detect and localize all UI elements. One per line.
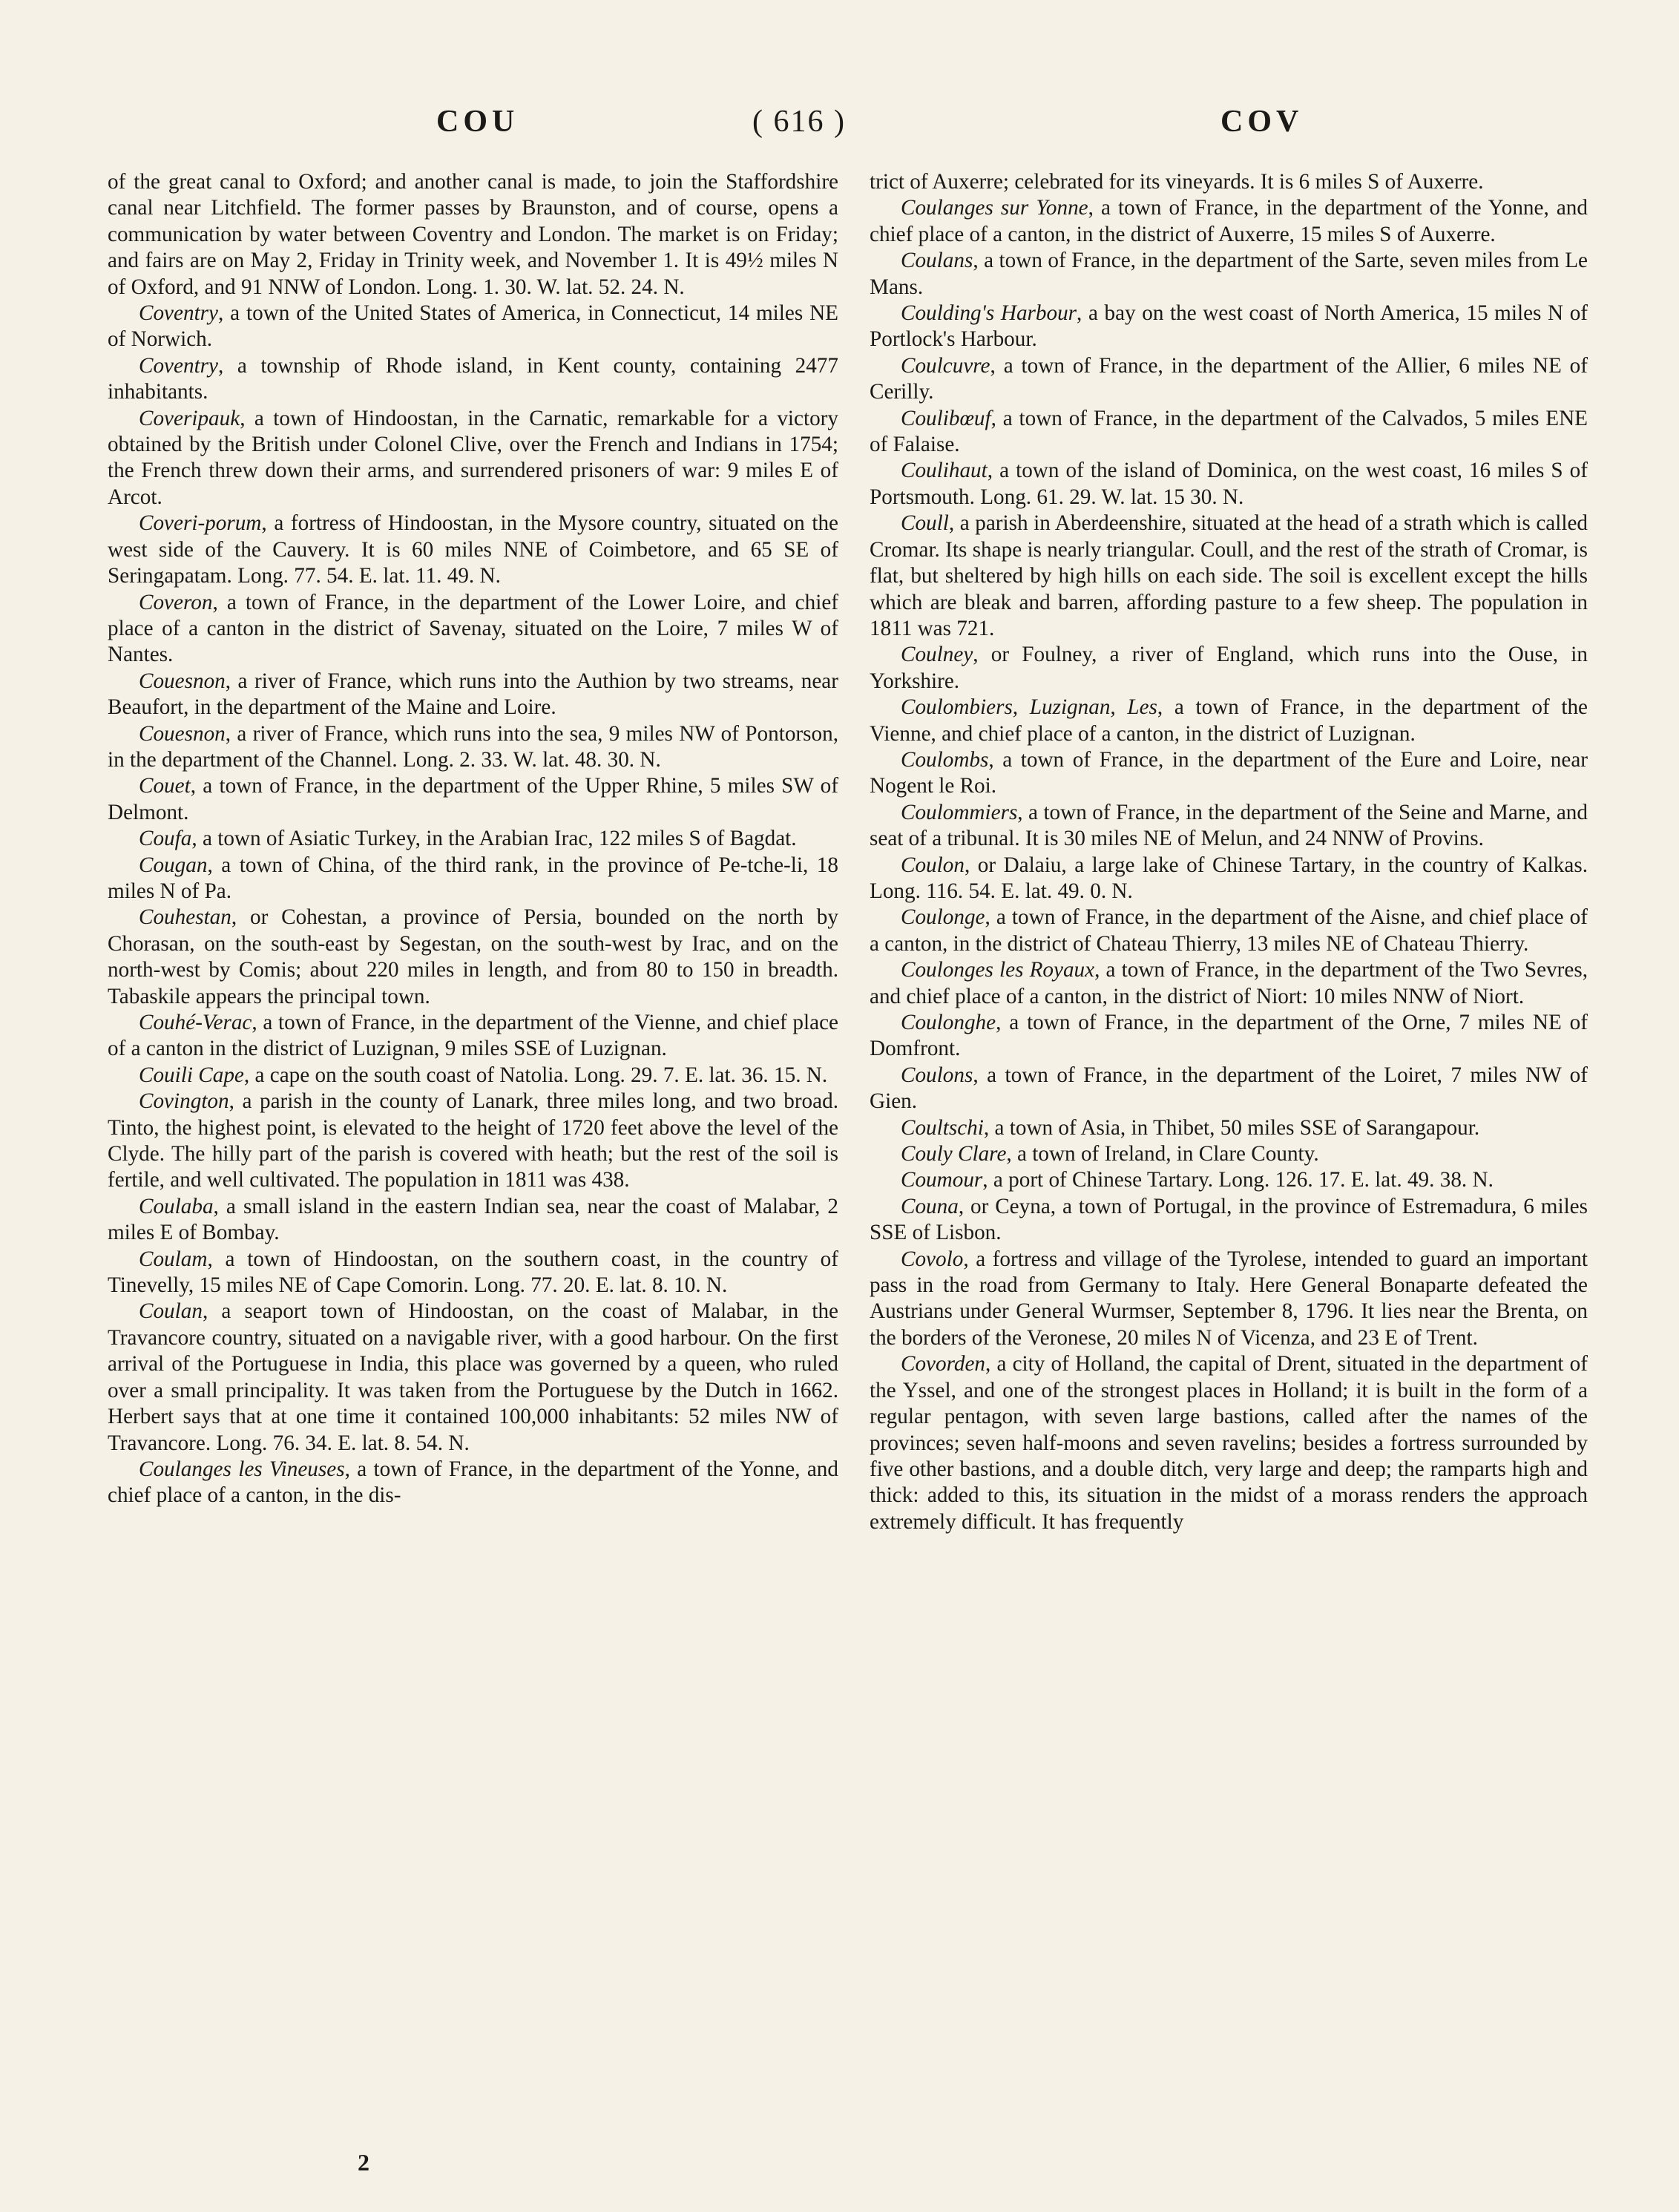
dictionary-entry — [870, 1167, 1588, 1193]
entry-text: , a town of China, of the third rank, in the province of Pe-tche-li, 18 miles N of Pa. — [108, 853, 838, 903]
dictionary-entry — [108, 511, 838, 589]
dictionary-entry — [870, 747, 1588, 800]
dictionary-entry — [108, 301, 838, 353]
dictionary-entry — [870, 406, 1588, 459]
entry-term: Coulon — [901, 853, 965, 877]
entry-text: , a port of Chinese Tartary. Long. 126. 17. E. lat. 49. 38. N. — [982, 1168, 1494, 1192]
signature-mark: 2 — [358, 2149, 369, 2176]
dictionary-entry — [108, 905, 838, 1010]
page-number: ( 616 ) — [752, 105, 846, 139]
entry-term: Couili Cape — [139, 1063, 244, 1087]
entry-term: Coulonge — [901, 905, 985, 930]
entry-term: Coulam — [139, 1247, 208, 1271]
entry-text: , a fortress and village of the Tyrolese, intended to guard an important pass in the road from Germany to Italy. Here General Bonaparte defeated the Austrians under General Wurmser, September 8, 1796. It lies near the Brenta, on the borders of the Veronese, 20 miles N of Vicenza, and 23 E of Trent. — [870, 1247, 1588, 1350]
entry-text: , or Foulney, a river of England, which runs into the Ouse, in Yorkshire. — [870, 643, 1588, 693]
entry-text: , a town of France, in the department of the Yonne, and chief place of a canton, in the district of Auxerre, 15 miles S of Auxerre. — [870, 196, 1588, 246]
entry-term: Coultschi — [901, 1115, 984, 1140]
entry-text: , a town of France, in the department of the Loiret, 7 miles NW of Gien. — [870, 1063, 1588, 1114]
entry-term: Covolo — [901, 1247, 964, 1271]
entry-term: Coulonghe — [901, 1011, 996, 1034]
entry-text: , a town of France, in the department of the Calvados, 5 miles ENE of Falaise. — [870, 406, 1588, 457]
left-column — [108, 169, 838, 1509]
entry-text: , a fortress of Hindoostan, in the Mysore country, situated on the west side of the Cauvery. It is 60 miles NNE of Coimbetore, and 65 SE of Seringapatam. Long. 77. 54. E. lat. 11. 49. N. — [108, 511, 838, 588]
dictionary-entry — [870, 1247, 1588, 1352]
dictionary-entry — [108, 406, 838, 511]
entry-text: , a town of France, in the department of the Two Sevres, and chief place of a canton, in the district of Niort: 10 miles NNW of Niort. — [870, 958, 1588, 1008]
entry-text: , a parish in Aberdeenshire, situated at the head of a strath which is called Cromar. Its shape is nearly triangular. Coull, and the rest of the strath of Cromar, is flat, but sheltered by high hills on each side. The soil is excellent except the hills which are bleak and barren, affording pasture to a few sheep. The population in 1811 was 721. — [870, 511, 1588, 640]
dictionary-entry — [870, 458, 1588, 511]
dictionary-entry — [108, 169, 838, 301]
entry-text: of the great canal to Oxford; and another canal is made, to join the Staffordshire canal near Litchfield. The former passes by Braunston, and of course, opens a communication by water between Coventry and London. The market is on Friday; and fairs are on May 2, Friday in Trinity week, and November 1. It is 49½ miles N of Oxford, and 91 NNW of London. Long. 1. 30. W. lat. 52. 24. N. — [108, 170, 838, 299]
dictionary-entry — [108, 773, 838, 826]
entry-term: Covington — [139, 1089, 229, 1114]
entry-term: Coulons — [901, 1063, 973, 1087]
entry-term: Couesnon — [139, 721, 226, 746]
header-left-catchword: COU — [436, 105, 519, 139]
entry-term: Coulaba — [139, 1194, 214, 1218]
entry-text: , or Cohestan, a province of Persia, bounded on the north by Chorasan, on the south-east by Segestan, on the south-west by Irac, and on the north-west by Comis; about 220 miles in length, and from 80 to 150 in breadth. Tabaskile appears the principal town. — [108, 905, 838, 1008]
entry-term: Couna — [901, 1194, 959, 1218]
dictionary-entry — [870, 195, 1588, 248]
entry-term: Couet — [139, 774, 191, 798]
dictionary-entry — [870, 248, 1588, 301]
entry-text: , a town of the United States of America, in Connecticut, 14 miles NE of Norwich. — [108, 301, 838, 352]
dictionary-entry — [108, 1089, 838, 1194]
entry-term: Coulanges sur Yonne — [901, 196, 1088, 220]
dictionary-entry — [108, 1010, 838, 1063]
entry-text: , a town of France, in the department of the Sarte, seven miles from Le Mans. — [870, 249, 1588, 299]
entry-term: Coulanges les Vineuses — [139, 1457, 345, 1481]
dictionary-entry — [870, 957, 1588, 1010]
entry-text: , a town of France, in the department of the Vienne, and chief place of a canton in the district of Luzignan, 9 miles SSE of Luzignan. — [108, 1011, 838, 1061]
entry-term: Coumour — [901, 1168, 983, 1192]
entry-text: , or Dalaiu, a large lake of Chinese Tartary, in the country of Kalkas. Long. 116. 54. E. lat. 49. 0. N. — [870, 853, 1588, 903]
entry-term: Coulan — [139, 1299, 203, 1324]
entry-text: , a town of France, in the department of the Eure and Loire, near Nogent le Roi. — [870, 747, 1588, 798]
entry-term: Coulihaut — [901, 459, 988, 483]
entry-text: , a town of France, in the department of the Seine and Marne, and seat of a tribunal. It is 30 miles NE of Melun, and 24 NNW of Provins. — [870, 800, 1588, 851]
entry-term: Coulombiers, Luzignan, Les — [901, 695, 1157, 720]
dictionary-entry — [870, 1194, 1588, 1247]
entry-text: , a city of Holland, the capital of Drent, situated in the department of the Yssel, and one of the strongest places in Holland; it is built in the form of a regular pentagon, with seven large bastions, called after the names of the provinces; seven half-moons and seven ravelins; besides a fortress surrounded by five other bastions, and a double ditch, very large and deep; the ramparts high and thick: added to this, its situation in the midst of a morass renders the approach extremely difficult. It has frequently — [870, 1352, 1588, 1534]
entry-term: Cougan — [139, 853, 208, 877]
entry-text: , a river of France, which runs into the Authion by two streams, near Beaufort, in the department of the Maine and Loire. — [108, 669, 838, 720]
entry-text: , a town of France, in the department of the Orne, 7 miles NE of Domfront. — [870, 1011, 1588, 1061]
entry-text: , a town of Asia, in Thibet, 50 miles SSE of Sarangapour. — [983, 1115, 1480, 1140]
header-right-catchword: COV — [1220, 105, 1304, 139]
dictionary-entry — [870, 1351, 1588, 1535]
dictionary-entry — [108, 1299, 838, 1456]
entry-term: Coveri-porum — [139, 511, 262, 536]
entry-text: , a town of France, in the department of the Lower Loire, and chief place of a canton in the district of Savenay, situated on the Loire, 7 miles W of Nantes. — [108, 590, 838, 667]
dictionary-entry — [108, 1247, 838, 1299]
dictionary-entry — [108, 1457, 838, 1509]
dictionary-entry — [870, 169, 1588, 195]
dictionary-entry — [870, 800, 1588, 853]
dictionary-entry — [108, 590, 838, 669]
right-column — [870, 169, 1588, 1535]
entry-term: Couly Clare — [901, 1142, 1007, 1166]
dictionary-entry — [870, 1010, 1588, 1063]
entry-text: , a town of Ireland, in Clare County. — [1006, 1142, 1319, 1166]
entry-term: Coulombs — [901, 747, 989, 772]
entry-text: , a town of Hindoostan, in the Carnatic, remarkable for a victory obtained by the British under Colonel Clive, over the French and Indians in 1754; the French threw down their arms, and surrendered prisoners of war: 9 miles E of Arcot. — [108, 406, 838, 509]
entry-text: , a river of France, which runs into the sea, 9 miles NW of Pontorson, in the department of the Channel. Long. 2. 33. W. lat. 48. 30. N. — [108, 721, 838, 772]
dictionary-entry — [870, 853, 1588, 905]
entry-text: , a town of France, in the department of the Upper Rhine, 5 miles SW of Delmont. — [108, 774, 838, 824]
entry-term: Covorden — [901, 1352, 986, 1376]
entry-term: Coventry — [139, 353, 218, 378]
dictionary-entry — [108, 826, 838, 852]
entry-term: Coulonges les Royaux — [901, 958, 1095, 982]
entry-text: , a town of France, in the department of the Allier, 6 miles NE of Cerilly. — [870, 353, 1588, 404]
entry-text: , a township of Rhode island, in Kent county, containing 2477 inhabitants. — [108, 353, 838, 404]
dictionary-entry — [108, 669, 838, 721]
entry-text: trict of Auxerre; celebrated for its vineyards. It is 6 miles S of Auxerre. — [870, 170, 1484, 194]
entry-term: Couhestan — [139, 905, 231, 930]
entry-term: Coventry — [139, 301, 218, 326]
entry-term: Coulding's Harbour — [901, 301, 1077, 326]
entry-text: , a cape on the south coast of Natolia. Long. 29. 7. E. lat. 36. 15. N. — [243, 1063, 828, 1087]
dictionary-entry — [870, 511, 1588, 642]
entry-term: Coull — [901, 511, 949, 536]
dictionary-entry — [870, 695, 1588, 747]
entry-text: , a town of the island of Dominica, on the west coast, 16 miles S of Portsmouth. Long. 61. 29. W. lat. 15 30. N. — [870, 459, 1588, 509]
entry-text: , a seaport town of Hindoostan, on the coast of Malabar, in the Travancore country, situated on a navigable river, with a good harbour. On the first arrival of the Portuguese in India, this place was governed by a queen, who ruled over a small principality. It was taken from the Portuguese by the Dutch in 1662. Herbert says that at one time it contained 100,000 inhabitants: 52 miles NW of Travancore. Long. 76. 34. E. lat. 8. 54. N. — [108, 1299, 838, 1455]
entry-text: , a bay on the west coast of North America, 15 miles N of Portlock's Harbour. — [870, 301, 1588, 352]
entry-term: Coveripauk — [139, 406, 240, 430]
dictionary-entry — [108, 853, 838, 905]
entry-term: Coulibœuf — [901, 406, 991, 430]
entry-term: Coulans — [901, 249, 973, 273]
entry-text: , a town of France, in the department of the Aisne, and chief place of a canton, in the district of Chateau Thierry, 13 miles NE of Chateau Thierry. — [870, 905, 1588, 956]
page-header — [0, 104, 1679, 148]
dictionary-entry — [870, 905, 1588, 957]
entry-text: , a town of France, in the department of the Vienne, and chief place of a canton, in the district of Luzignan. — [870, 695, 1588, 746]
entry-term: Coveron — [139, 590, 213, 614]
dictionary-entry — [108, 721, 838, 774]
entry-text: , a town of France, in the department of the Yonne, and chief place of a canton, in the dis- — [108, 1457, 838, 1508]
entry-term: Coulney — [901, 643, 973, 667]
dictionary-entry — [870, 301, 1588, 353]
dictionary-entry — [108, 1063, 838, 1089]
dictionary-entry — [870, 1141, 1588, 1167]
entry-term: Couesnon — [139, 669, 226, 693]
dictionary-entry — [870, 1063, 1588, 1115]
dictionary-entry — [870, 353, 1588, 406]
entry-term: Coulcuvre — [901, 353, 990, 378]
dictionary-entry — [870, 642, 1588, 695]
dictionary-entry — [108, 1194, 838, 1247]
dictionary-entry — [870, 1115, 1588, 1141]
entry-term: Coulommiers — [901, 800, 1018, 824]
entry-text: , a town of Hindoostan, on the southern coast, in the country of Tinevelly, 15 miles NE of Cape Comorin. Long. 77. 20. E. lat. 8. 10. N. — [108, 1247, 838, 1298]
entry-text: , or Ceyna, a town of Portugal, in the province of Estremadura, 6 miles SSE of Lisbon. — [870, 1194, 1588, 1245]
entry-text: , a parish in the county of Lanark, three miles long, and two broad. Tinto, the highest point, is elevated to the height of 1720 feet above the level of the Clyde. The hilly part of the parish is covered with heath; but the rest of the soil is fertile, and well cultivated. The population in 1811 was 438. — [108, 1089, 838, 1192]
entry-text: , a small island in the eastern Indian sea, near the coast of Malabar, 2 miles E of Bombay. — [108, 1194, 838, 1245]
entry-term: Couhé-Verac — [139, 1011, 252, 1034]
entry-text: , a town of Asiatic Turkey, in the Arabian Irac, 122 miles S of Bagdat. — [191, 827, 797, 851]
entry-term: Coufa — [139, 827, 192, 851]
dictionary-entry — [108, 353, 838, 406]
